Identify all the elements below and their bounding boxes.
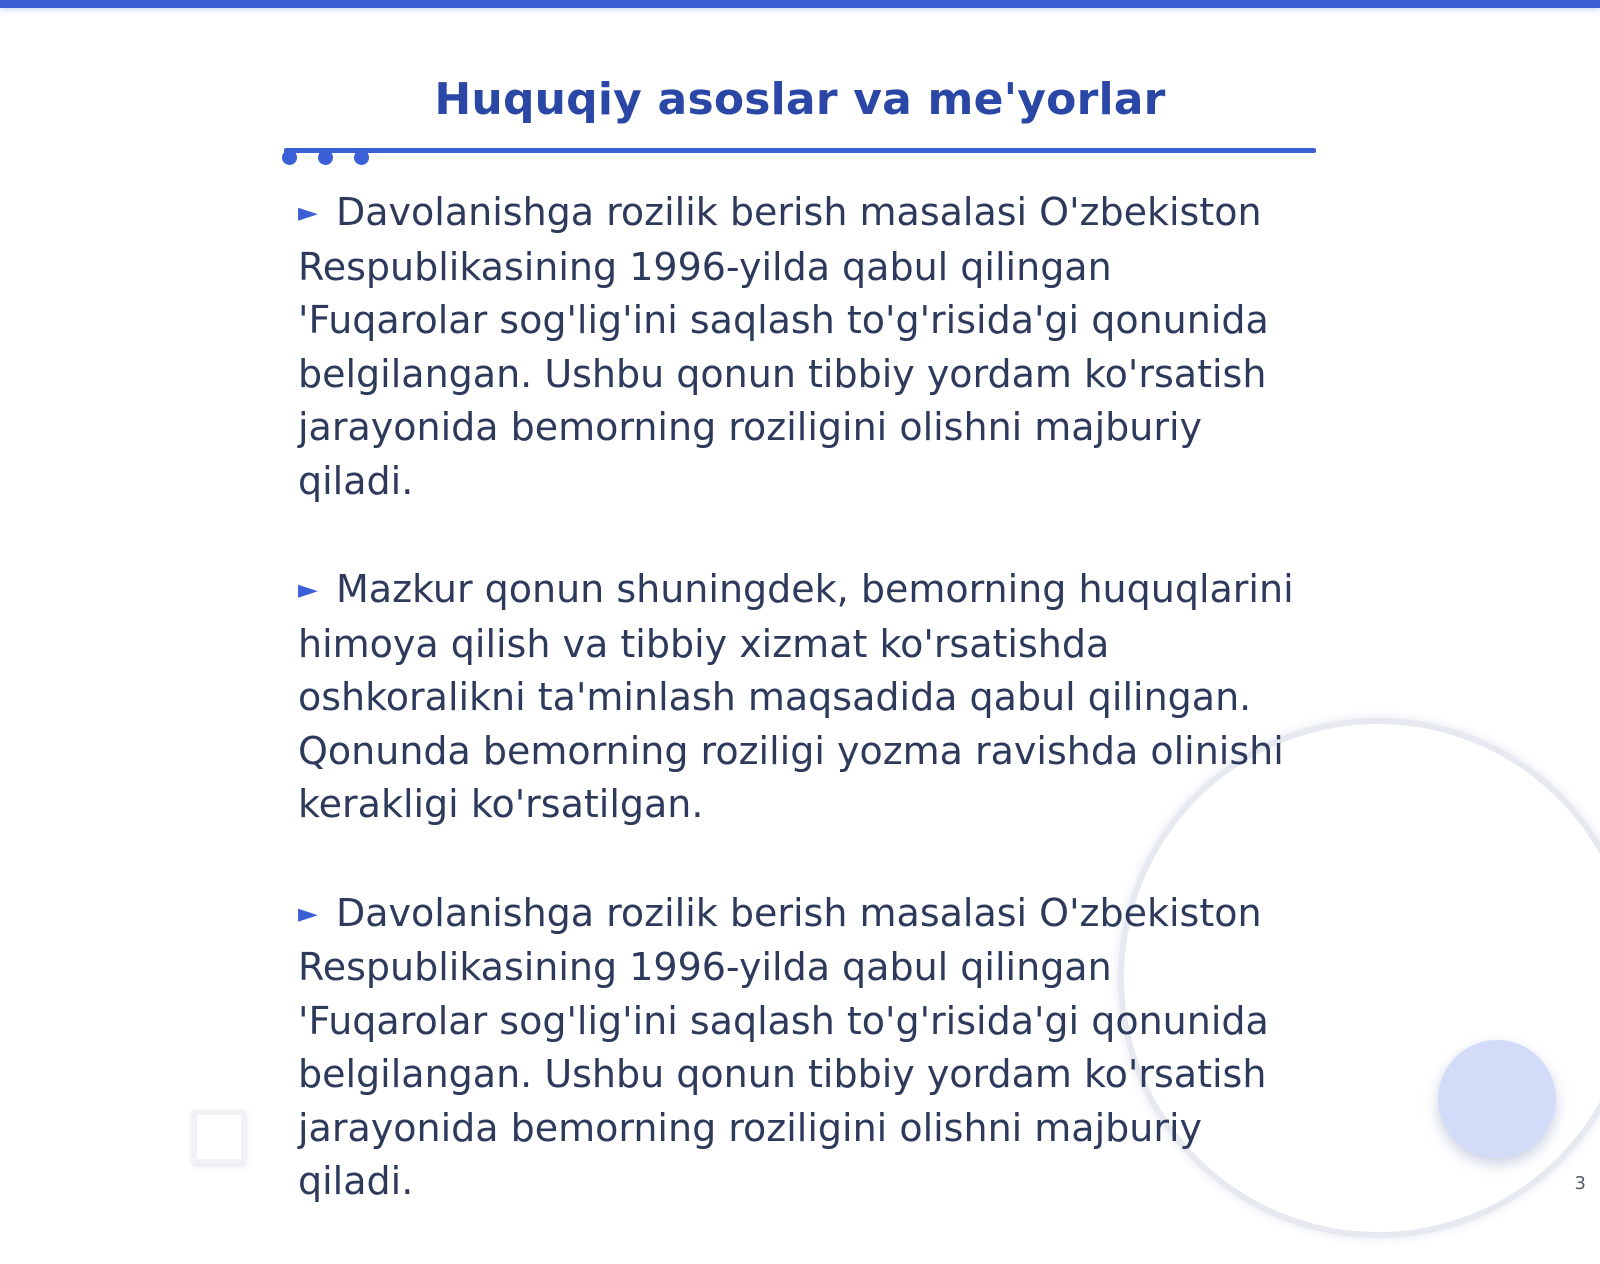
- title-underline: [284, 148, 1316, 153]
- decorative-circle: [1438, 1040, 1556, 1158]
- bullet-text: Davolanishga rozilik berish masalasi O'zbekiston Respublikasining 1996-yilda qabul qilingan 'Fuqarolar sog'lig'ini saqlash to'g'risida'gi qonunida belgilangan. Ushbu qonun tibbiy yordam ko'rsatish jarayonida bemorning roziligini olishni majburiy qiladi.: [298, 890, 1269, 1203]
- bullet-list: [298, 186, 1308, 1264]
- bullet-item: [298, 186, 1308, 508]
- bullet-text: Mazkur qonun shuningdek, bemorning huquqlarini himoya qilish va tibbiy xizmat ko'rsatishda oshkoralikni ta'minlash maqsadida qabul qilingan. Qonunda bemorning roziligi yozma ravishda olinishi kerakligi ko'rsatilgan.: [298, 567, 1294, 826]
- bullet-text: Davolanishga rozilik berish masalasi O'zbekiston Respublikasining 1996-yilda qabul qilingan 'Fuqarolar sog'lig'ini saqlash to'g'risida'gi qonunida belgilangan. Ushbu qonun tibbiy yordam ko'rsatish jarayonida bemorning roziligini olishni majburiy qiladi.: [298, 190, 1269, 503]
- slide-title: Huquqiy asoslar va me'yorlar: [434, 74, 1166, 125]
- triangle-right-icon: ►: [298, 198, 318, 228]
- top-accent-bar: [0, 0, 1600, 8]
- triangle-right-icon: ►: [298, 575, 318, 605]
- bullet-item: [298, 887, 1308, 1209]
- bullet-item: [298, 563, 1308, 832]
- decorative-square: [192, 1110, 246, 1164]
- decorative-dot: [354, 150, 369, 165]
- decorative-dot: [282, 150, 297, 165]
- decorative-dot: [318, 150, 333, 165]
- page-number: 3: [1574, 1173, 1586, 1194]
- triangle-right-icon: ►: [298, 898, 318, 929]
